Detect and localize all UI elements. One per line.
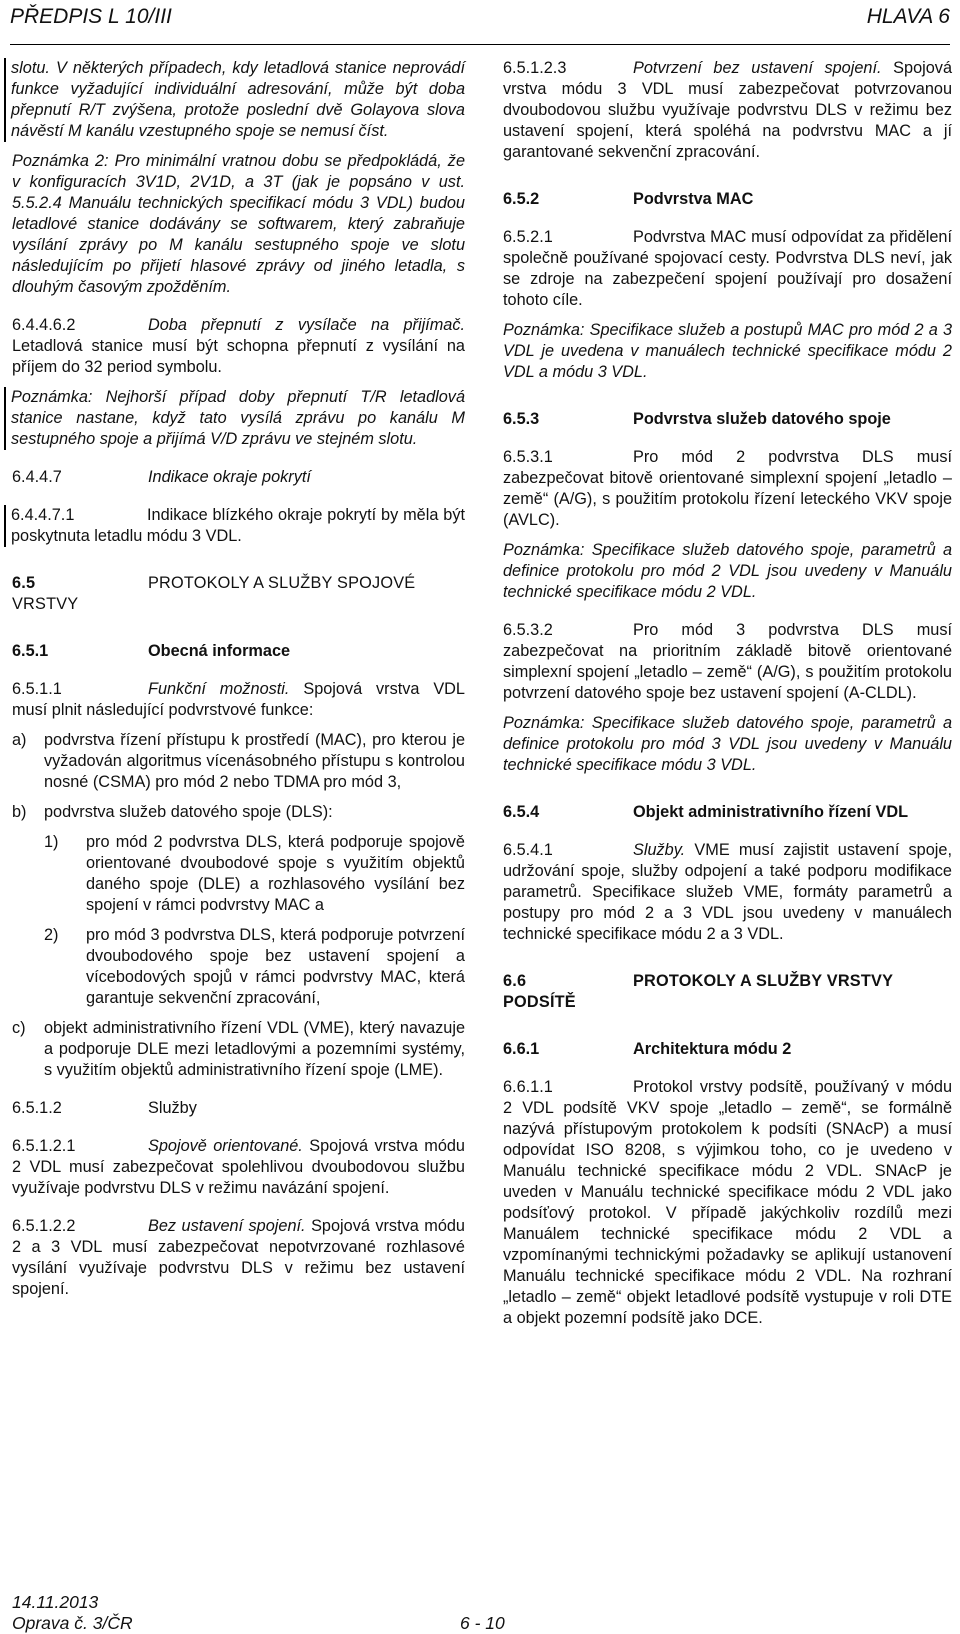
- section-body: Spojová vrstva módu 2 VDL musí zabezpečovat spolehlivou dvoubodovou službu využívaje podvrstvu DLS v režimu navázání spojení.: [12, 1137, 465, 1197]
- section-6-5-2-1: [503, 227, 952, 311]
- section-title: Spojově orientované.: [148, 1137, 303, 1155]
- section-body: VME musí zajistit ustavení spoje, udržování spoje, služby odpojení a také podporu modifikace parametrů. Specifikace služeb VME, formáty parametrů a postupy pro mód 2 a 3 VDL jsou uvedeny v manuálech technické specifikace módu 2 a 3 VDL.: [503, 841, 952, 943]
- page-header: [10, 0, 950, 45]
- section-number: 6.5.3.1: [503, 448, 553, 466]
- section-number: 6.4.4.7: [12, 468, 62, 486]
- list-marker: b): [12, 803, 27, 821]
- list-text: pro mód 2 podvrstva DLS, která podporuje spojově orientované dvoubodové spoje s využitím objektů daného spoje (DLE) a rozhlasového vysílání bez spojení v rámci podvrstvy MAC a: [86, 833, 465, 914]
- list-item-b: [12, 802, 465, 823]
- section-title: Obecná informace: [148, 642, 291, 660]
- section-number: 6.5: [12, 574, 36, 592]
- note-dls-mode2: Poznámka: Specifikace služeb datového spoje, parametrů a definice protokolu pro mód 2 VDL jsou uvedeny v Manuálu technické specifikace módu 2 VDL.: [503, 541, 952, 601]
- list-item-b1: [12, 832, 465, 916]
- section-number: 6.5.1.2.2: [12, 1217, 76, 1235]
- list-text: podvrstva řízení přístupu k prostředí (MAC), pro kterou je vyžadován algoritmus vícenásobného přístupu s kontrolou nosné (CSMA) pro mód 2 nebo TDMA pro mód 3,: [44, 731, 465, 791]
- section-title: Služby.: [633, 841, 686, 859]
- note-dls-mode3: Poznámka: Specifikace služeb datového spoje, parametrů a definice protokolu pro mód 3 VDL jsou uvedeny v Manuálu technické specifikace módu 3 VDL.: [503, 714, 952, 774]
- section-number: 6.5.1.2.3: [503, 59, 567, 77]
- section-number: 6.6.1.1: [503, 1078, 553, 1096]
- section-title: Podvrstva služeb datového spoje: [633, 410, 891, 428]
- section-6-5-1: [12, 641, 465, 662]
- section-number: 6.5.3.2: [503, 621, 553, 639]
- right-column: [503, 58, 952, 1329]
- section-number: 6.6.1: [503, 1040, 540, 1058]
- section-title: Objekt administrativního řízení VDL: [633, 803, 909, 821]
- left-column: [12, 58, 465, 1300]
- section-body: Protokol vrstvy podsítě, používaný v módu 2 VDL podsítě VKV spoje „letadlo – země“, se formálně nazývá přístupovým protokolem k podsíti (SNAcP) a musí odpovídat ISO 8208, s výjimkou toho, co je uvedeno v Manuálu technické specifikace módu 2 VDL. SNAcP je uveden v Manuálu technické specifikace módu 2 VDL jako podsíťový protokol. V případě jakýchkoliv rozdílů mezi Manuálem technické specifikace módu 2 VDL a vzpomínanými technickými požadavky se aplikují ustanovení Manuálu technické specifikace módu 2 VDL. Na rozhraní „letadlo – země“ objekt letadlové podsítě vystupuje v roli DTE a objekt pozemní podsítě jako DCE.: [503, 1078, 952, 1327]
- section-number: 6.5.1: [12, 642, 49, 660]
- section-title: Služby: [148, 1099, 197, 1117]
- section-6-5-3: [503, 409, 952, 430]
- list-text: objekt administrativního řízení VDL (VME), který navazuje a podporuje DLE mezi letadlovými a pozemními systémy, s využitím objektů administrativního řízení spoje (LME).: [44, 1019, 465, 1079]
- section-title: Indikace okraje pokrytí: [148, 468, 311, 486]
- section-6-4-4-7: [12, 467, 465, 488]
- section-body: Pro mód 2 podvrstva DLS musí zabezpečovat bitově orientované simplexní spojení „letadlo – země“ (A/G), s použitím protokolu řízení leteckého VKV spoje (AVLC).: [503, 448, 952, 529]
- section-number: 6.5.1.2.1: [12, 1137, 76, 1155]
- section-number: 6.5.1.2: [12, 1099, 62, 1117]
- section-6-5-1-2-2: [12, 1216, 465, 1300]
- section-body: Pro mód 3 podvrstva DLS musí zabezpečovat na prioritním základě bitově orientované simplexní spojení „letadlo – země“ (A/G), s použitím protokolu potvrzení datového spoje bez ustavení spojení (A-CLDL).: [503, 621, 952, 702]
- section-number: 6.4.4.6.2: [12, 316, 76, 334]
- section-number: 6.5.4: [503, 803, 540, 821]
- section-body: Indikace blízkého okraje pokrytí by měla být poskytnuta letadlu módu 3 VDL.: [11, 506, 465, 545]
- section-6-5: [12, 573, 465, 615]
- section-title: Doba přepnutí z vysílače na přijímač.: [148, 316, 465, 334]
- section-6-5-3-2: [503, 620, 952, 704]
- note-worst-case: Poznámka: Nejhorší případ doby přepnutí T/R letadlová stanice nastane, když tato vysílá zprávu po kanálu M sestupného spoje a přijímá V/D zprávu ve stejném slotu.: [4, 387, 465, 450]
- section-body: Spojová vrstva módu 2 a 3 VDL musí zabezpečovat nepotvrzované rozhlasové vysílání využívaje podvrstvu DLS v režimu bez ustavení spojení.: [12, 1217, 465, 1298]
- section-number: 6.5.1.1: [12, 680, 62, 698]
- section-body: Spojová vrstva módu 3 VDL musí zabezpečovat potvrzovanou dvoubodovou službu využívaje podvrstvu DLS v režimu bez ustavení spojení, která spoléhá na podvrstvu MAC a jí garantované sekvenční zpracování.: [503, 59, 952, 161]
- section-6-6-1: [503, 1039, 952, 1060]
- section-6-5-1-2-1: [12, 1136, 465, 1199]
- list-item-b2: [12, 925, 465, 1009]
- list-text: pro mód 3 podvrstva DLS, která podporuje potvrzení dvoubodového spoje bez ustavení spojení a vícebodových spojů v rámci podvrstvy MAC, která garantuje sekvenční zpracování,: [86, 926, 465, 1007]
- list-item-c: [12, 1018, 465, 1081]
- section-title: Potvrzení bez ustavení spojení.: [633, 59, 882, 77]
- section-number: 6.6: [503, 972, 527, 990]
- header-chapter: HLAVA 6: [866, 5, 950, 28]
- section-body: Podvrstva MAC musí odpovídat za přidělení společně používané spojovací cesty. Podvrstva DLS neví, jak se zdroje na zabezpečení spojení používají pro dosažení tohoto cíle.: [503, 228, 952, 309]
- section-6-5-1-2-3: [503, 58, 952, 163]
- note-mac: Poznámka: Specifikace služeb a postupů MAC pro mód 2 a 3 VDL je uvedena v manuálech technické specifikace módu 2 VDL a módu 3 VDL.: [503, 321, 952, 381]
- section-6-5-1-2: [12, 1098, 465, 1119]
- section-6-6-1-1: [503, 1077, 952, 1329]
- list-marker: 2): [44, 926, 59, 944]
- list-marker: 1): [44, 833, 59, 851]
- section-body: Letadlová stanice musí být schopna přepnutí z vysílání na příjem do 32 period symbolu.: [12, 337, 465, 376]
- header-document-title: PŘEDPIS L 10/III: [10, 5, 172, 28]
- intro-paragraph: slotu. V některých případech, kdy letadlová stanice neprovádí funkce vyžadující individuální adresování, může být doba přepnutí R/T zvýšena, protože poslední dvě Golayova slova návěstí M kanálu vzestupného spoje se nemusí číst.: [4, 58, 465, 142]
- section-number: 6.5.2: [503, 190, 540, 208]
- section-title: Architektura módu 2: [633, 1040, 792, 1058]
- note-2: Poznámka 2: Pro minimální vratnou dobu se předpokládá, že v konfiguracích 3V1D, 2V1D, a 3T (jak je popsáno v ust. 5.5.2.4 Manuálu technických specifikací módu 3 VDL) budou letadlové stanice dodávány se softwarem, který zabraňuje vysílání zprávy po M kanálu sestupného spoje ve slotu následujícím po přijetí hlasové zprávy od jiného letadla, s dlouhým časovým zpožděním.: [12, 152, 465, 296]
- footer-amendment: Oprava č. 3/ČR: [12, 1613, 133, 1633]
- section-title: PROTOKOLY A SLUŽBY SPOJOVÉ VRSTVY: [12, 574, 416, 613]
- section-title: Funkční možnosti.: [148, 680, 290, 698]
- section-6-5-4-1: [503, 840, 952, 945]
- section-title: Podvrstva MAC: [633, 190, 754, 208]
- section-6-5-4: [503, 802, 952, 823]
- footer-date: 14.11.2013: [12, 1592, 99, 1612]
- list-item-a: [12, 730, 465, 793]
- section-6-5-3-1: [503, 447, 952, 531]
- section-6-5-2: [503, 189, 952, 210]
- list-marker: a): [12, 731, 27, 749]
- section-number: 6.4.4.7.1: [11, 506, 75, 524]
- section-6-4-4-7-1: [4, 505, 465, 547]
- section-6-4-4-6-2: [12, 315, 465, 378]
- page-footer: [12, 1592, 505, 1634]
- section-number: 6.5.3: [503, 410, 540, 428]
- list-text: podvrstva služeb datového spoje (DLS):: [44, 803, 333, 821]
- footer-page-number: 6 - 10: [460, 1613, 505, 1633]
- section-number: 6.5.2.1: [503, 228, 553, 246]
- section-title: Bez ustavení spojení.: [148, 1217, 306, 1235]
- section-body: Spojová vrstva VDL musí plnit následující podvrstvové funkce:: [12, 680, 465, 719]
- section-6-5-1-1: [12, 679, 465, 721]
- section-6-6: [503, 971, 952, 1013]
- list-marker: c): [12, 1019, 26, 1037]
- section-title: PROTOKOLY A SLUŽBY VRSTVY PODSÍTĚ: [503, 972, 893, 1011]
- section-number: 6.5.4.1: [503, 841, 553, 859]
